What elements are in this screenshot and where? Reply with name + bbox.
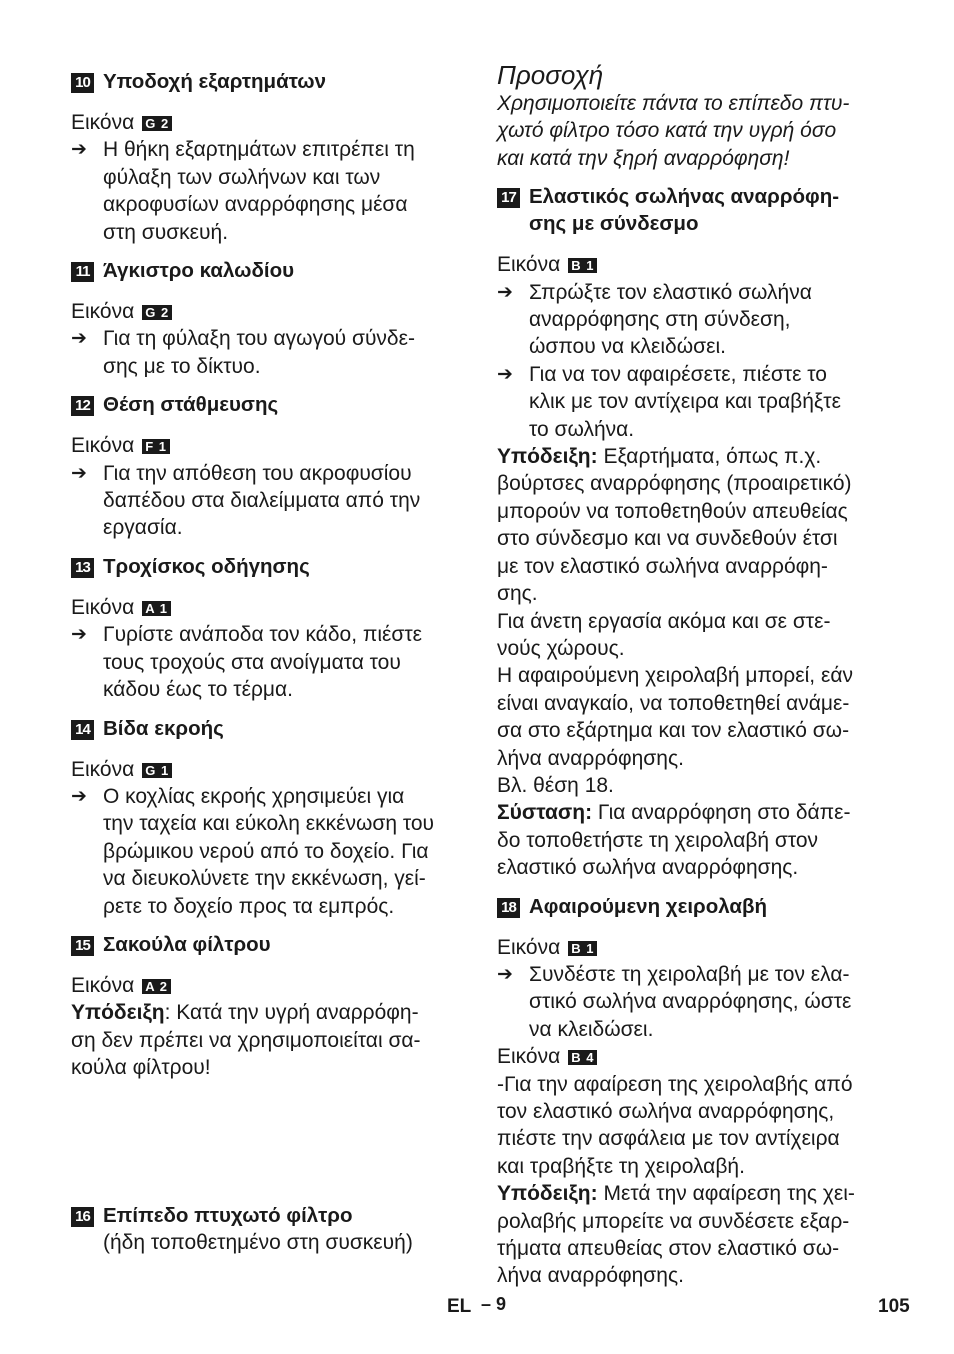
arrow-right-icon: ➔ (497, 963, 513, 985)
bullet-item: ➔ Για τη φύλαξη του αγωγού σύνδε- σης με το δίκτυο. (71, 327, 415, 378)
bullet-item: ➔ Σπρώξτε τον ελαστικό σωλήνα αναρρόφησης στη σύνδεση, ώσπου να κλειδώσει. (497, 280, 812, 359)
right-column (497, 60, 897, 1290)
figure-ref: Εικόνα G 1 (71, 756, 461, 783)
section-number: 11 (71, 262, 94, 282)
section-heading-18 (497, 893, 897, 920)
left-column (71, 60, 461, 1256)
figure-badge: B 1 (568, 941, 597, 956)
arrow-right-icon: ➔ (71, 785, 87, 807)
section-subtitle: (ήδη τοποθετημένο στη συσκευή) (103, 1230, 413, 1254)
section-title: Σακούλα φίλτρου (103, 932, 271, 956)
section-title: Άγκιστρο καλωδίου (103, 259, 295, 283)
section-heading-15 (71, 931, 461, 958)
arrow-right-icon: ➔ (497, 363, 513, 385)
note-paragraph: Υπόδειξη: Εξαρτήματα, όπως π.χ. βούρτσες αναρρόφησης (προαιρετικό) μπορούν να τοποθετηθούν απευθείας στο σύνδεσμο και να συνδεθούν έτσι με τον ελαστικό σωλήνα αναρρόφη- σης. Για άνετη εργασία ακόμα και σε στε- νούς χώρους. Η αφαιρούμενη χειρολαβή μπορεί, εάν είναι αναγκαίο, να τοποθετηθεί ανάμε- σα στο εξάρτημα και τον ελαστικό σω- λήνα αναρρόφησης. Βλ. θέση 18. (497, 445, 853, 797)
bullet-item: ➔ Η θήκη εξαρτημάτων επιτρέπει τη φύλαξη των σωλήνων και των ακροφυσίων αναρρόφησης μέσα στη συσκευή. (71, 138, 415, 244)
figure-badge: B 1 (568, 258, 597, 273)
bullet-item: ➔ Συνδέστε τη χειρολαβή με τον ελα- στικό σωλήνα αναρρόφησης, ώστε να κλειδώσει. (497, 962, 852, 1041)
footer-page-local: – 9 (481, 1294, 507, 1314)
bullet-item: ➔ Ο κοχλίας εκροής χρησιμεύει για την ταχεία και εύκολη εκκένωση του βρώμικου νερού από το δοχείο. Για να διευκολύνετε την εκκένωση, γεί- ρετε το δοχείο προς τα εμπρός. (71, 784, 434, 918)
bullet-item: ➔ Για να τον αφαιρέσετε, πιέστε το κλικ με τον αντίχειρα και τραβήξτε το σωλήνα. (497, 362, 841, 441)
figure-badge: G 2 (142, 305, 172, 320)
section-number: 15 (71, 936, 94, 956)
section-title: Βίδα εκροής (103, 716, 224, 740)
arrow-right-icon: ➔ (71, 624, 87, 646)
section-number: 18 (497, 898, 520, 918)
arrow-right-icon: ➔ (71, 328, 87, 350)
section-title: Υποδοχή εξαρτημάτων (103, 70, 326, 93)
section-title: Αφαιρούμενη χειρολαβή (529, 894, 768, 918)
section-heading-16 (71, 1202, 461, 1229)
figure-ref: Εικόνα A 2 (71, 972, 461, 999)
figure-badge: A 2 (142, 979, 171, 994)
arrow-right-icon: ➔ (497, 281, 513, 303)
note-paragraph: Υπόδειξη: Κατά την υγρή αναρρόφη- ση δεν πρέπει να χρησιμοποιείται σα- κούλα φίλτρου! (71, 1001, 421, 1080)
figure-ref: Εικόνα A 1 (71, 594, 461, 621)
footer-page-number: 105 (878, 1296, 910, 1317)
section-heading-11 (71, 257, 461, 284)
section-heading-17 (497, 183, 897, 237)
section-title: Επίπεδο πτυχωτό φίλτρο (103, 1203, 353, 1227)
section-heading-12 (71, 391, 461, 418)
section-heading-10 (71, 68, 461, 95)
section-title: Ελαστικός σωλήνας αναρρόφη- σης με σύνδεσμο (529, 185, 840, 236)
section-number: 12 (71, 396, 94, 416)
section-number: 13 (71, 558, 94, 578)
figure-badge: G 1 (142, 763, 172, 778)
footer-language: EL (447, 1296, 472, 1317)
figure-ref: Εικόνα F 1 (71, 432, 461, 459)
instruction-paragraph: -Για την αφαίρεση της χειρολαβής από τον ελαστικό σωλήνα αναρρόφησης, πιέστε την ασφάλεια με τον αντίχειρα και τραβήξτε τη χειρολαβή. (497, 1072, 853, 1178)
figure-ref: Εικόνα B 4 (497, 1043, 897, 1070)
section-number: 10 (71, 73, 94, 93)
warning-title: Προσοχή (497, 60, 604, 90)
section-title: Τροχίσκος οδήγησης (103, 554, 310, 578)
arrow-right-icon: ➔ (71, 462, 87, 484)
figure-ref: Εικόνα B 1 (497, 934, 897, 961)
figure-badge: B 4 (568, 1050, 597, 1065)
section-title: Θέση στάθμευσης (103, 393, 279, 417)
figure-badge: F 1 (142, 439, 170, 454)
section-heading-14 (71, 715, 461, 742)
bullet-item: ➔ Γυρίστε ανάποδα τον κάδο, πιέστε τους τροχούς στα ανοίγματα του κάδου έως το τέρμα. (71, 623, 422, 702)
recommendation-paragraph: Σύσταση: Για αναρρόφηση στο δάπε- δο τοποθετήστε τη χειρολαβή στον ελαστικό σωλήνα αναρρόφησης. (497, 801, 851, 880)
section-number: 16 (71, 1207, 94, 1227)
figure-ref: Εικόνα G 2 (71, 298, 461, 325)
section-number: 14 (71, 720, 94, 740)
figure-badge: A 1 (142, 601, 171, 616)
bullet-item: ➔ Για την απόθεση του ακροφυσίου δαπέδου στα διαλείμματα από την εργασία. (71, 461, 421, 540)
note-paragraph: Υπόδειξη: Μετά την αφαίρεση της χει- ρολαβής μπορείτε να συνδέσετε εξαρ- τήματα απευθείας στον ελαστικό σω- λήνα αναρρόφησης. (497, 1182, 855, 1288)
figure-ref: Εικόνα B 1 (497, 251, 897, 278)
section-number: 17 (497, 188, 520, 208)
section-heading-13 (71, 553, 461, 580)
figure-badge: G 2 (142, 116, 172, 131)
figure-ref: Εικόνα G 2 (71, 109, 461, 136)
arrow-right-icon: ➔ (71, 139, 87, 161)
warning-text: Χρησιμοποιείτε πάντα το επίπεδο πτυ- χωτό φίλτρο τόσο κατά την υγρή όσο και κατά την ξηρή αναρρόφηση! (497, 92, 850, 170)
